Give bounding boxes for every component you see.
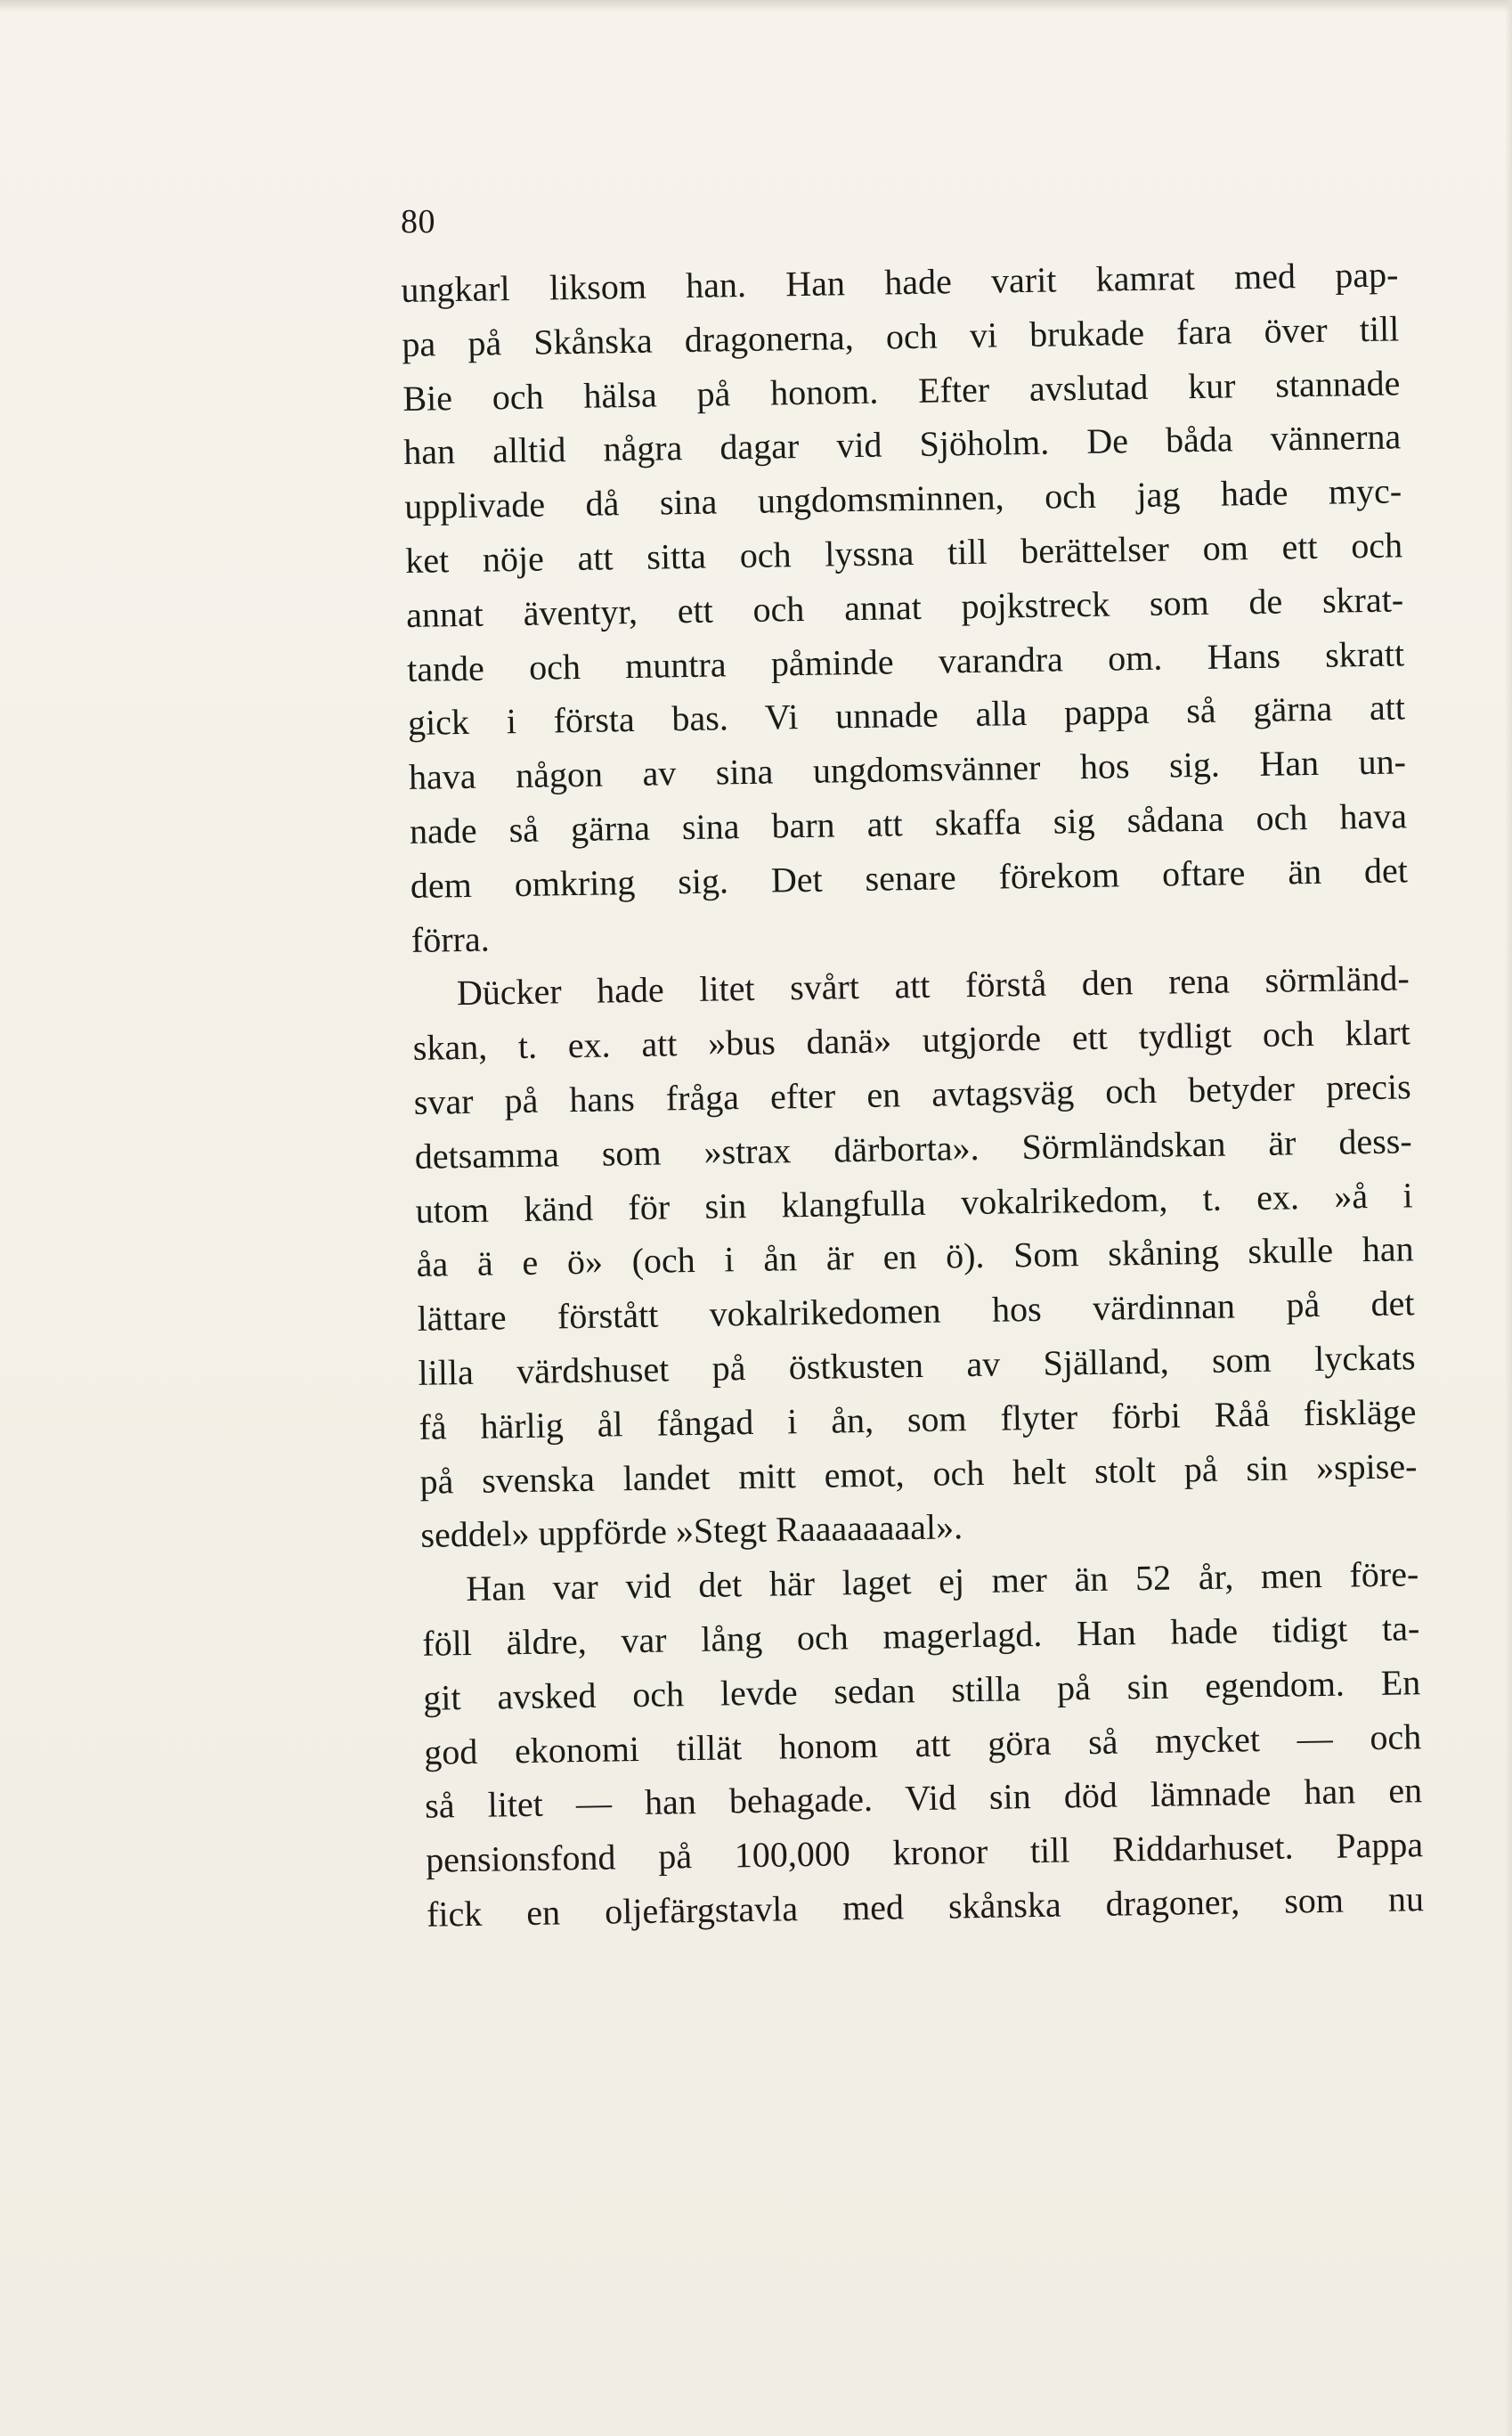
text-line: på svenska landet mitt emot, och helt stolt på sin »spise- bbox=[419, 1445, 1418, 1502]
text-line: pa på Skånska dragonerna, och vi brukade fara över till bbox=[402, 308, 1400, 364]
text-line: svar på hans fråga efter en avtagsväg och betyder precis bbox=[413, 1066, 1412, 1122]
text-line: annat äventyr, ett och annat pojkstreck som de skrat- bbox=[405, 579, 1404, 635]
text-line: utom känd för sin klangfulla vokalrikedom, t. ex. »å i bbox=[415, 1174, 1413, 1231]
text-line: skan, t. ex. att »bus danä» utgjorde ett tydligt och klart bbox=[412, 1012, 1411, 1069]
text-line: åa ä e ö» (och i ån är en ö). Som skåning skulle han bbox=[416, 1228, 1414, 1285]
text-line: så litet — han behagade. Vid sin död lämnade han en bbox=[424, 1770, 1423, 1827]
text-line: fick en oljefärgstavla med skånska dragoner, som nu bbox=[426, 1878, 1425, 1935]
text-line: hava någon av sina ungdomsvänner hos sig. Han un- bbox=[408, 741, 1407, 798]
text-line: lättare förstått vokalrikedomen hos värdinnan på det bbox=[417, 1283, 1415, 1339]
text-line: han alltid några dagar vid Sjöholm. De båda vännerna bbox=[402, 416, 1402, 473]
body-text bbox=[401, 248, 1424, 1942]
text-line: dem omkring sig. Det senare förekom oftare än det bbox=[410, 850, 1409, 906]
text-line: nade så gärna sina barn att skaffa sig sådana och hava bbox=[409, 795, 1408, 851]
text-line: få härlig ål fångad i ån, som flyter förbi Råå fiskläge bbox=[419, 1390, 1417, 1447]
text-line: föll äldre, var lång och magerlagd. Han hade tidigt ta- bbox=[421, 1608, 1420, 1664]
text-line: seddel» uppförde »Stegt Raaaaaaaal». bbox=[420, 1506, 963, 1556]
text-line: detsamma som »strax därborta». Sörmländskan är dess- bbox=[414, 1120, 1412, 1177]
text-line: lilla värdshuset på östkusten av Själland, som lyckats bbox=[418, 1337, 1416, 1393]
page-top-edge bbox=[0, 0, 1512, 12]
text-line: förra. bbox=[411, 918, 490, 960]
text-line: pensionsfond på 100,000 kronor till Riddarhuset. Pappa bbox=[425, 1824, 1424, 1880]
text-line: ungkarl liksom han. Han hade varit kamrat med pap- bbox=[401, 254, 1399, 310]
text-line: ket nöje att sitta och lyssna till berättelser om ett och bbox=[404, 525, 1403, 581]
page-number: 80 bbox=[401, 203, 435, 240]
text-line: Han var vid det här laget ej mer än 52 år, men före- bbox=[466, 1553, 1419, 1609]
text-line: Dücker hade litet svårt att förstå den rena sörmländ- bbox=[456, 957, 1410, 1014]
text-line: upplivade då sina ungdomsminnen, och jag hade myc- bbox=[403, 470, 1402, 527]
text-line: Bie och hälsa på honom. Efter avslutad kur stannade bbox=[402, 362, 1401, 419]
page-right-edge bbox=[1505, 0, 1512, 2436]
text-line: git avsked och levde sedan stilla på sin egendom. En bbox=[422, 1661, 1421, 1718]
text-line: tande och muntra påminde varandra om. Hans skratt bbox=[406, 632, 1405, 689]
text-line: god ekonomi tillät honom att göra så mycket — och bbox=[423, 1715, 1422, 1772]
text-line: gick i första bas. Vi unnade alla pappa så gärna att bbox=[407, 687, 1406, 744]
